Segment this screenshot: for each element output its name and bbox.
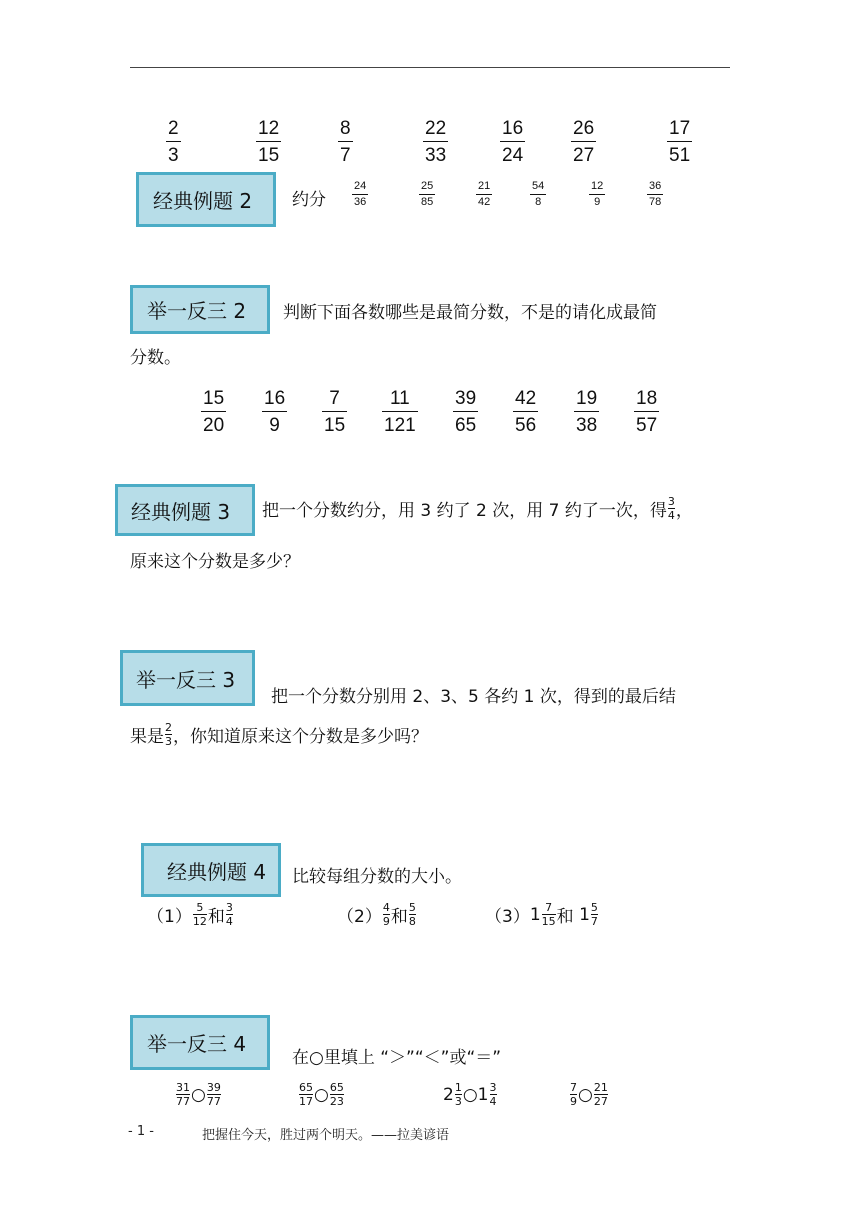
fraction: 2 3	[168, 118, 179, 166]
fraction: 12 9	[591, 180, 604, 208]
whole-number: 2	[443, 1084, 454, 1105]
practice-4-prompt: 在○里填上 “＞”“＜”或“＝”	[292, 1048, 502, 1068]
fraction: $\frac{7}{15}$	[541, 901, 556, 928]
answer-circle[interactable]: ○	[578, 1084, 593, 1105]
fraction: $\frac{5}{8}$	[408, 901, 416, 928]
header-rule	[130, 67, 730, 68]
example-4-prompt: 比较每组分数的大小。	[292, 867, 462, 887]
fraction: 16 24	[502, 118, 524, 166]
fraction: $\frac{39}{77}$	[206, 1081, 221, 1108]
example-3-line1	[262, 496, 693, 521]
answer-circle[interactable]: ○	[462, 1084, 478, 1105]
example-3-punct: ，	[675, 501, 693, 521]
item-index: （2）	[337, 907, 382, 927]
example-2-lead: 约分	[292, 190, 326, 210]
fill-item-3	[443, 1082, 498, 1107]
whole-number: 1	[477, 1084, 489, 1105]
fraction: 7 15	[324, 388, 346, 436]
fraction: $\frac{3}{4}$	[225, 901, 233, 928]
fraction: 19 38	[576, 388, 598, 436]
fraction: $\frac{3}{4}$	[489, 1081, 497, 1108]
compare-item-3	[485, 902, 599, 927]
fraction: $\frac{65}{17}$	[299, 1081, 313, 1108]
practice-2-line2: 分数。	[130, 348, 181, 368]
fraction: $\frac{7}{9}$	[570, 1081, 577, 1108]
practice-3-label: 举一反三 3	[120, 650, 255, 706]
footer-quote: 把握住今天，胜过两个明天。——拉美谚语	[202, 1128, 450, 1143]
item-index: （1）	[147, 907, 192, 927]
example-3-line2: 原来这个分数是多少？	[130, 552, 300, 572]
conjunction: 和	[207, 907, 225, 927]
fraction: 26 27	[573, 118, 595, 166]
example-2-label: 经典例题 2	[136, 172, 276, 227]
practice-2-label: 举一反三 2	[130, 285, 270, 334]
fraction: 21 42	[478, 180, 491, 208]
practice-3-text: ，你知道原来这个分数是多少吗？	[173, 727, 428, 747]
practice-2-line1: 判断下面各数哪些是最简分数，不是的请化成最简	[283, 303, 657, 323]
practice-3-line2	[130, 722, 428, 747]
fill-item-2	[298, 1082, 345, 1107]
answer-circle[interactable]: ○	[314, 1084, 329, 1105]
fraction: $\frac{5}{7}$	[590, 901, 598, 928]
compare-item-1	[147, 902, 234, 927]
fill-item-1	[175, 1082, 222, 1107]
page-number: - 1 -	[128, 1124, 154, 1139]
fraction: $\frac{65}{23}$	[329, 1081, 344, 1108]
fraction: 8 7	[340, 118, 351, 166]
fraction: 39 65	[455, 388, 477, 436]
fraction: 24 36	[354, 180, 367, 208]
practice-3-text: 果是	[130, 727, 164, 747]
fraction: $\frac{3}{4}$	[667, 495, 675, 522]
fraction: 42 56	[515, 388, 537, 436]
practice-4-label: 举一反三 4	[130, 1015, 270, 1070]
answer-circle[interactable]: ○	[191, 1084, 206, 1105]
item-index: （3）	[485, 907, 530, 927]
example-3-text: 把一个分数约分，用 3 约了 2 次，用 7 约了一次，得	[262, 501, 667, 521]
fraction: 18 57	[636, 388, 658, 436]
fraction: $\frac{21}{27}$	[593, 1081, 608, 1108]
example-4-label: 经典例题 4	[141, 843, 281, 897]
example-3-label: 经典例题 3	[115, 484, 255, 536]
fraction: 25 85	[421, 180, 434, 208]
fraction: 22 33	[425, 118, 447, 166]
fraction: 17 51	[669, 118, 691, 166]
fraction: $\frac{1}{3}$	[454, 1081, 462, 1108]
compare-item-2	[337, 902, 417, 927]
conjunction: 和	[556, 907, 580, 927]
conjunction: 和	[390, 907, 408, 927]
fraction: $\frac{4}{9}$	[382, 901, 390, 928]
fraction: $\frac{2}{3}$	[165, 721, 172, 748]
whole-number: 1	[529, 904, 541, 925]
whole-number: 1	[579, 904, 590, 925]
fraction: 16 9	[264, 388, 286, 436]
fraction: 15 20	[203, 388, 225, 436]
fraction: $\frac{5}{12}$	[192, 901, 207, 928]
fraction: 11 121	[384, 388, 416, 436]
practice-3-line1: 把一个分数分别用 2、3、5 各约 1 次，得到的最后结	[271, 687, 676, 707]
fraction: $\frac{31}{77}$	[176, 1081, 190, 1108]
fill-item-4	[569, 1082, 609, 1107]
fraction: 54 8	[532, 180, 545, 208]
fraction: 12 15	[258, 118, 280, 166]
fraction: 36 78	[649, 180, 662, 208]
